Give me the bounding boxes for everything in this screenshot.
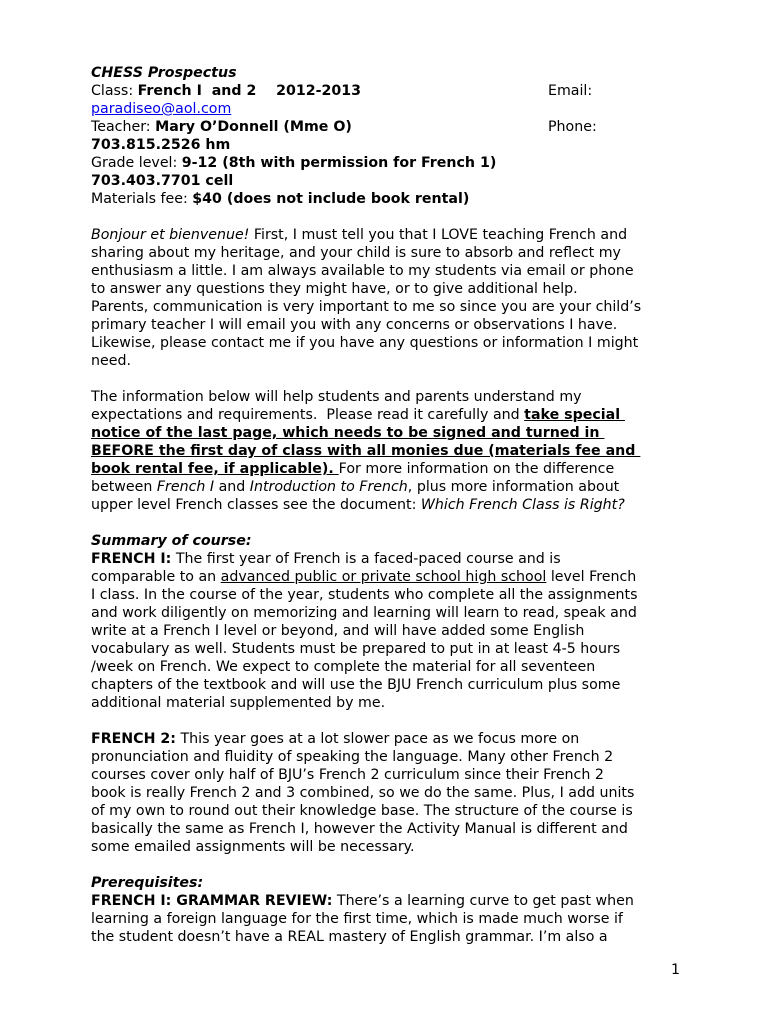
info-italic: Introduction to French	[249, 479, 408, 495]
info-emphasis: take special	[524, 407, 625, 423]
grammar-review-label: FRENCH I: GRAMMAR REVIEW:	[91, 893, 333, 909]
info-line: The information below will help students and parents understand my	[91, 389, 582, 405]
french1-line: chapters of the textbook and will use the BJU French curriculum plus some	[91, 677, 621, 693]
document-page	[91, 64, 691, 946]
info-emphasis: notice of the last page, which needs to be signed and turned in	[91, 425, 605, 441]
prerequisites-heading: Prerequisites:	[91, 875, 204, 891]
info-text: between	[91, 479, 157, 495]
french1-line: write at a French I level or beyond, and will have added some English	[91, 623, 585, 639]
prereq-text: There’s a learning curve to get past when	[332, 893, 634, 909]
page-number: 1	[671, 962, 681, 978]
prereq-line	[91, 892, 691, 910]
phone-label: Phone:	[548, 119, 597, 135]
info-italic: French I	[156, 479, 215, 495]
intro-text: First, I must tell you that I LOVE teaching French and	[249, 227, 628, 243]
intro-line: enthusiasm a little. I am always available to my students via email or phone	[91, 263, 634, 279]
french2-line: some emailed assignments will be necessary.	[91, 839, 415, 855]
info-text: expectations and requirements. Please read it carefully and	[91, 407, 525, 423]
french2-line: pronunciation and fluidity of speaking the language. Many other French 2	[91, 749, 614, 765]
fee-line	[91, 190, 691, 208]
prereq-line: the student doesn’t have a REAL mastery of English grammar. I’m also a	[91, 929, 608, 945]
grade-value: 9-12 (8th with permission for French 1)	[181, 155, 497, 171]
summary-heading: Summary of course:	[91, 533, 252, 549]
info-text: and	[214, 479, 250, 495]
teacher-label: Teacher:	[91, 119, 156, 135]
french1-line: vocabulary as well. Students must be prepared to put in at least 4-5 hours	[91, 641, 621, 657]
teacher-value: Mary O’Donnell (Mme O)	[155, 119, 352, 135]
french2-text: This year goes at a lot slower pace as we focus more on	[175, 731, 580, 747]
info-emphasis: book rental fee, if applicable).	[91, 461, 339, 477]
document-reference: Which French Class is Right?	[420, 497, 625, 513]
french2-line: courses cover only half of BJU’s French 2 curriculum since their French 2	[91, 767, 604, 783]
info-line	[91, 406, 691, 424]
teacher-line	[91, 118, 691, 136]
class-line	[91, 82, 691, 100]
french1-line	[91, 568, 691, 586]
french2-line	[91, 730, 691, 748]
intro-line: sharing about my heritage, and your child is sure to absorb and reflect my	[91, 245, 621, 261]
class-label: Class:	[91, 83, 138, 99]
intro-line: Parents, communication is very important to me so since you are your child’s	[91, 299, 642, 315]
french1-line: and work diligently on memorizing and learning will learn to read, speak and	[91, 605, 637, 621]
intro-line: need.	[91, 353, 131, 369]
french2-line: book is really French 2 and 3 combined, so we do the same. Plus, I add units	[91, 785, 635, 801]
document-title: CHESS Prospectus	[91, 65, 237, 81]
info-line	[91, 496, 691, 514]
phone-cell: 703.403.7701 cell	[91, 173, 234, 189]
info-text: , plus more information about	[407, 479, 620, 495]
info-text: For more information on the difference	[338, 461, 615, 477]
french1-line	[91, 550, 691, 568]
grade-label: Grade level:	[91, 155, 182, 171]
info-emphasis: BEFORE the first day of class with all monies due (materials fee and	[91, 443, 641, 459]
intro-line: primary teacher I will email you with any concerns or observations I have.	[91, 317, 618, 333]
intro-line: to answer any questions they might have, or to give additional help.	[91, 281, 578, 297]
french1-text: The first year of French is a faced-paced course and is	[171, 551, 561, 567]
greeting: Bonjour et bienvenue!	[91, 227, 250, 243]
french1-line: /week on French. We expect to complete the material for all seventeen	[91, 659, 596, 675]
french1-text: comparable to an	[91, 569, 221, 585]
french1-text: level French	[546, 569, 637, 585]
french2-line: of my own to round out their knowledge base. The structure of the course is	[91, 803, 633, 819]
french2-label: FRENCH 2:	[91, 731, 176, 747]
intro-line-1	[91, 226, 691, 244]
info-line	[91, 460, 691, 478]
info-text: upper level French classes see the document:	[91, 497, 421, 513]
class-value: French I and 2 2012-2013	[137, 83, 361, 99]
fee-label: Materials fee:	[91, 191, 193, 207]
french1-underlined: advanced public or private school high school	[220, 569, 547, 585]
email-link[interactable]: paradiseo@aol.com	[91, 101, 232, 117]
french1-line: additional material supplemented by me.	[91, 695, 386, 711]
phone-home: 703.815.2526 hm	[91, 137, 231, 153]
grade-line	[91, 154, 691, 172]
french2-line: basically the same as French I, however the Activity Manual is different and	[91, 821, 628, 837]
info-line	[91, 478, 691, 496]
email-label: Email:	[548, 83, 593, 99]
intro-line: Likewise, please contact me if you have any questions or information I might	[91, 335, 639, 351]
prereq-line: learning a foreign language for the first time, which is made much worse if	[91, 911, 623, 927]
french1-line: I class. In the course of the year, students who complete all the assignments	[91, 587, 638, 603]
french1-label: FRENCH I:	[91, 551, 172, 567]
fee-value: $40 (does not include book rental)	[192, 191, 470, 207]
